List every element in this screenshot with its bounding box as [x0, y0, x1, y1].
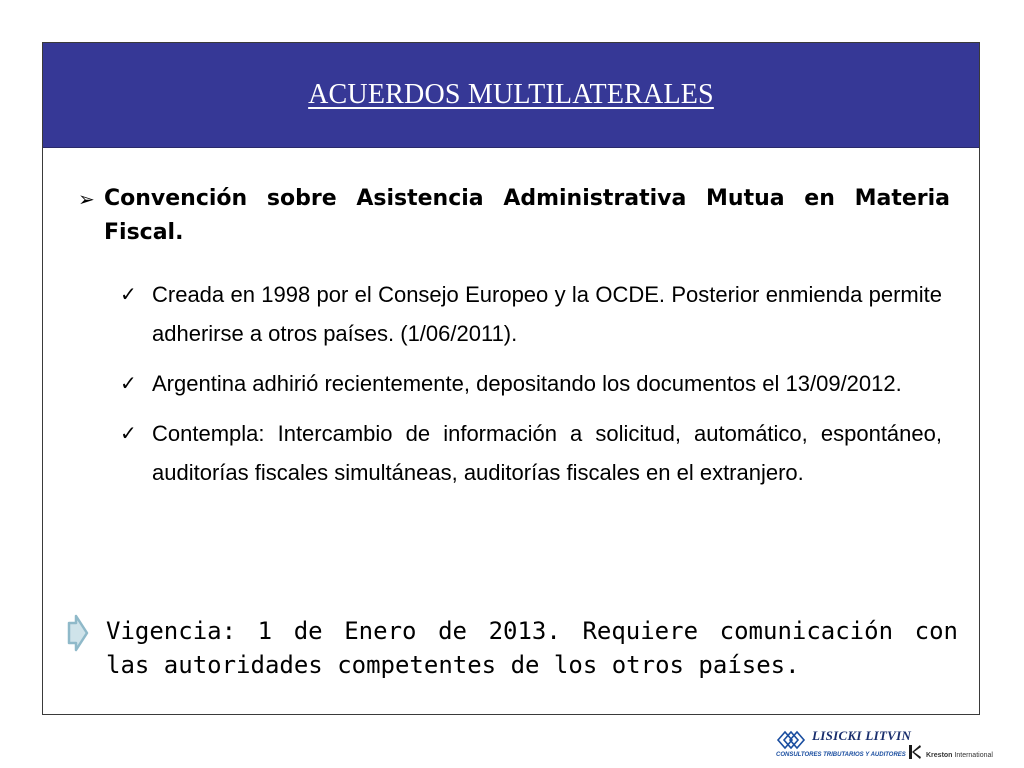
list-item	[120, 414, 942, 492]
check-icon: ✓	[120, 282, 137, 306]
main-point-text: Convención sobre Asistencia Administrativa Mutua en Materia Fiscal.	[104, 186, 950, 245]
kreston-logo	[926, 752, 993, 759]
sub-point-text: Contempla: Intercambio de información a solicitud, automático, espontáneo, auditorías fiscales simultáneas, auditorías fiscales en el extranjero.	[152, 421, 942, 485]
lisicki-litvin-logo-icon	[776, 728, 808, 754]
outlined-arrow-icon	[66, 614, 106, 654]
sub-point-text: Argentina adhirió recientemente, depositando los documentos el 13/09/2012.	[152, 371, 902, 396]
vigencia-point	[66, 614, 958, 682]
sub-points-list	[120, 275, 942, 503]
kreston-suffix: International	[954, 752, 993, 759]
title-band	[43, 43, 979, 148]
vigencia-text: Vigencia: 1 de Enero de 2013. Requiere comunicación con las autoridades competentes de los otros países.	[106, 617, 958, 679]
arrowhead-bullet-icon: ➢	[78, 187, 95, 211]
kreston-name: Kreston	[926, 752, 953, 759]
check-icon: ✓	[120, 371, 137, 395]
list-item	[120, 364, 942, 403]
slide-title: ACUERDOS MULTILATERALES	[308, 79, 714, 110]
main-point	[78, 182, 950, 250]
footer-logos	[776, 726, 1024, 768]
lisicki-litvin-logo: LISICKI LITVIN	[812, 728, 912, 743]
sub-point-text: Creada en 1998 por el Consejo Europeo y la OCDE. Posterior enmienda permite adherirse a otros países. (1/06/2011).	[152, 282, 942, 346]
check-icon: ✓	[120, 421, 137, 445]
lisicki-litvin-tagline: CONSULTORES TRIBUTARIOS Y AUDITORES	[776, 752, 906, 758]
list-item	[120, 275, 942, 353]
kreston-logo-icon	[908, 744, 922, 764]
